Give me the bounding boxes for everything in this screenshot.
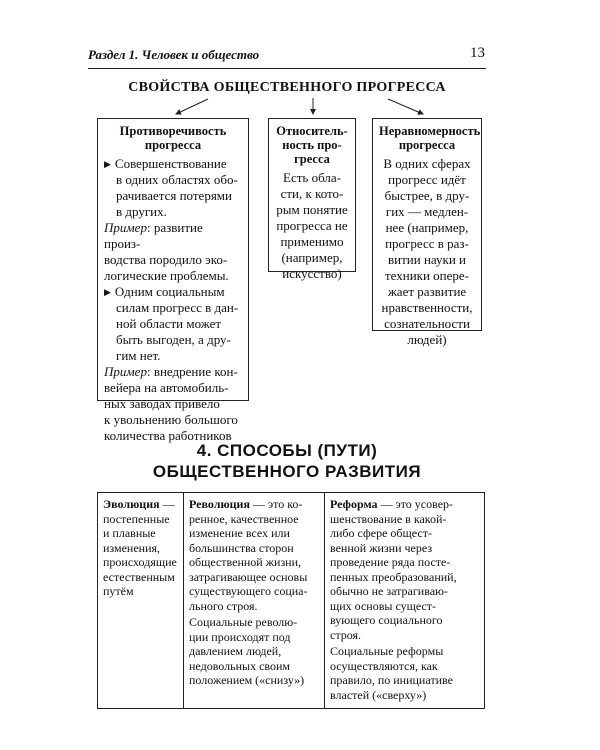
triangle-bullet-icon: ▶	[104, 159, 111, 169]
branch-arrows	[88, 94, 486, 120]
box-title: Неравномерность прогресса	[379, 124, 481, 152]
arrow-right	[388, 99, 423, 114]
table-row	[98, 493, 485, 709]
box-relative-progress	[268, 118, 356, 281]
header-divider	[88, 68, 486, 69]
bullet-item: ▶ Совершенствование	[104, 156, 227, 171]
example-text: Пример: развитие произ- водства породило эко- логические проблемы.	[104, 220, 229, 283]
triangle-bullet-icon: ▶	[104, 287, 111, 297]
box-body: Есть обла- сти, к кото- рым понятие прогресса не применимо (например, искусство)	[276, 170, 348, 281]
ways-section-title: 4. СПОСОБЫ (ПУТИ) ОБЩЕСТВЕННОГО РАЗВИТИЯ	[152, 441, 422, 481]
box-uneven-progress	[372, 118, 482, 347]
box-title: Относитель- ность про- гресса	[276, 124, 348, 166]
box-body: В одних сферах прогресс идёт быстрее, в дру- гих — медлен- нее (например, прогресс в раз- витии науки и техники опере- жает развитие нравственности, сознательности людей)	[381, 156, 473, 347]
cell-revolution: Революция — это ко- ренное, качественное изменение всех или большинства сторон общественной жизни, затрагивающее основы существующего социа- льного строя. Социальные револю- ции происходят под давлением людей, недовольных своим положением («снизу»)	[184, 493, 325, 709]
development-ways-table	[97, 492, 485, 709]
running-header-section: Раздел 1. Человек и общество	[88, 47, 260, 62]
box-title: Противоречивость прогресса	[119, 124, 227, 152]
arrow-left	[176, 99, 208, 114]
bullet-continuation: в одних областях обо- рачивается потерями в других.	[116, 172, 238, 219]
page-number: 13	[470, 45, 485, 61]
box-contradictory-progress	[97, 118, 249, 443]
bullet-item: ▶ Одним социальным	[104, 284, 225, 299]
example-text: Пример: внедрение кон- вейера на автомобиль- ных заводах привело к увольнению большого количества работников	[104, 364, 238, 443]
bullet-continuation: силам прогресс в дан- ной области может быть выгоден, а дру- гим нет.	[116, 300, 239, 363]
cell-reform: Реформа — это усовер- шенствование в какой- либо сфере общест- венной жизни через проведение ряда посте- пенных преобразований, обычно не затрагиваю- щих основы сущест- вующего социального строя. Социальные реформы осуществляются, как правило, по инициативе властей («сверху»)	[325, 493, 485, 709]
progress-properties-title: СВОЙСТВА ОБЩЕСТВЕННОГО ПРОГРЕССА	[128, 80, 446, 95]
cell-evolution: Эволюция — постепенные и плавные изменения, происходящие естественным путём	[98, 493, 184, 709]
